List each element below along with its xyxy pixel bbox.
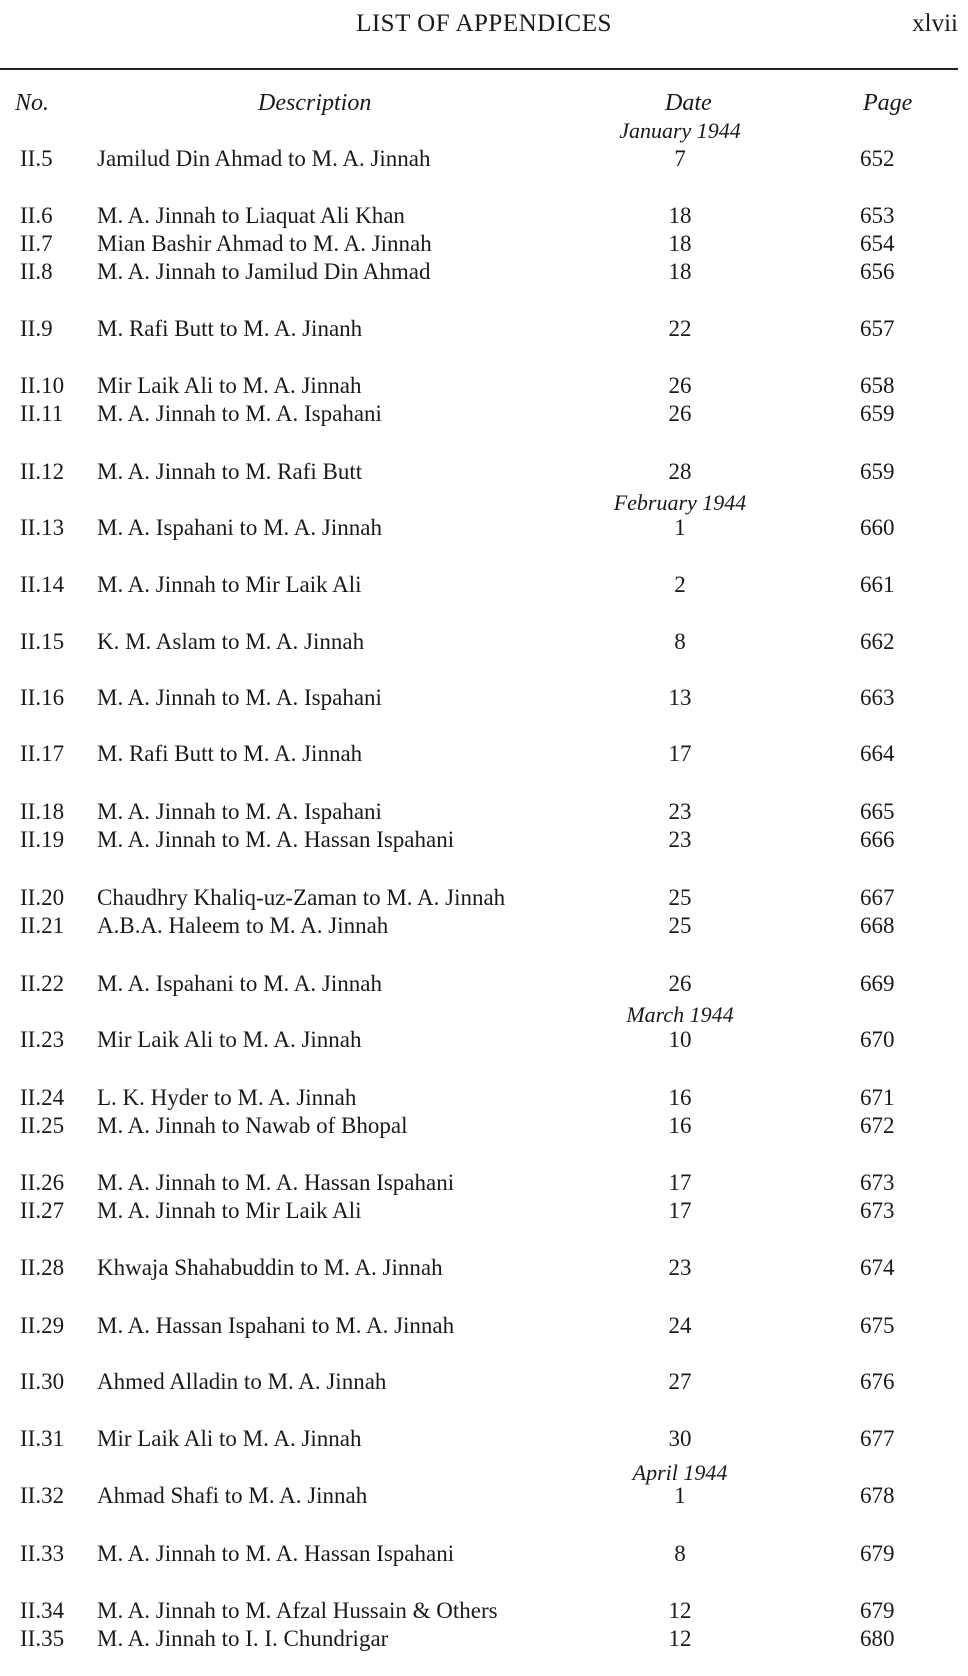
appendix-page: 670 (860, 1027, 895, 1052)
appendix-description: Jamilud Din Ahmad to M. A. Jinnah (97, 146, 431, 171)
appendix-number: II.13 (20, 515, 65, 540)
header-rule (0, 68, 958, 70)
appendix-description: M. A. Jinnah to Jamilud Din Ahmad (97, 259, 431, 284)
appendix-description: Mir Laik Ali to M. A. Jinnah (97, 1426, 362, 1451)
appendix-number: II.29 (20, 1313, 65, 1338)
appendix-date: 17 (668, 1170, 692, 1195)
appendix-number: II.15 (20, 629, 65, 654)
appendix-number: II.22 (20, 971, 65, 996)
appendix-description: Mir Laik Ali to M. A. Jinnah (97, 1027, 362, 1052)
appendix-number: II.10 (20, 373, 65, 398)
table-row (0, 515, 968, 545)
table-row (0, 885, 968, 915)
appendix-description: M. Rafi Butt to M. A. Jinanh (97, 316, 363, 341)
appendix-page: 654 (860, 231, 895, 256)
appendix-page: 664 (860, 741, 895, 766)
appendix-date: 18 (668, 259, 692, 284)
appendix-page: 672 (860, 1113, 895, 1138)
appendix-description: M. A. Jinnah to M. Afzal Hussain & Others (97, 1598, 498, 1623)
appendix-description: M. A. Ispahani to M. A. Jinnah (97, 515, 382, 540)
table-row (0, 1198, 968, 1228)
appendix-number: II.34 (20, 1598, 65, 1623)
appendix-date: 2 (674, 572, 686, 597)
month-heading: February 1944 (613, 490, 747, 515)
appendix-number: II.23 (20, 1027, 65, 1052)
appendix-page: 669 (860, 971, 895, 996)
table-row (0, 1255, 968, 1285)
appendix-page: 679 (860, 1598, 895, 1623)
appendix-number: II.7 (20, 231, 53, 256)
appendix-page: 673 (860, 1170, 895, 1195)
appendix-date: 18 (668, 231, 692, 256)
page-title: LIST OF APPENDICES (356, 10, 612, 37)
appendix-description: Ahmad Shafi to M. A. Jinnah (97, 1483, 368, 1508)
table-row (0, 572, 968, 602)
appendix-number: II.8 (20, 259, 53, 284)
appendix-description: M. Rafi Butt to M. A. Jinnah (97, 741, 363, 766)
appendix-number: II.33 (20, 1541, 65, 1566)
appendix-date: 1 (674, 515, 686, 540)
page-number: xlvii (912, 10, 958, 37)
appendix-number: II.11 (20, 401, 64, 426)
appendix-page: 673 (860, 1198, 895, 1223)
appendix-date: 13 (668, 685, 692, 710)
table-row (0, 913, 968, 943)
appendix-page: 660 (860, 515, 895, 540)
table-row (0, 316, 968, 346)
appendix-description: M. A. Hassan Ispahani to M. A. Jinnah (97, 1313, 455, 1338)
appendix-description: A.B.A. Haleem to M. A. Jinnah (97, 913, 389, 938)
appendix-date: 26 (668, 373, 692, 398)
appendix-date: 12 (668, 1626, 692, 1651)
appendix-page: 679 (860, 1541, 895, 1566)
appendix-number: II.21 (20, 913, 65, 938)
appendix-page: 659 (860, 459, 895, 484)
appendix-date: 22 (668, 316, 692, 341)
appendix-page: 675 (860, 1313, 895, 1338)
column-header-date: Date (665, 90, 712, 116)
appendix-date: 16 (668, 1085, 692, 1110)
appendix-number: II.18 (20, 799, 65, 824)
appendix-date: 26 (668, 971, 692, 996)
appendix-date: 23 (668, 799, 692, 824)
appendix-date: 17 (668, 1198, 692, 1223)
appendix-page: 668 (860, 913, 895, 938)
appendix-description: M. A. Jinnah to M. A. Hassan Ispahani (97, 1170, 455, 1195)
table-row (0, 1085, 968, 1115)
appendix-page: 653 (860, 203, 895, 228)
appendix-date: 25 (668, 885, 692, 910)
appendix-description: Mir Laik Ali to M. A. Jinnah (97, 373, 362, 398)
appendix-number: II.26 (20, 1170, 65, 1195)
appendix-number: II.9 (20, 316, 53, 341)
appendix-description: M. A. Jinnah to M. A. Ispahani (97, 799, 382, 824)
appendix-date: 12 (668, 1598, 692, 1623)
appendix-number: II.6 (20, 203, 53, 228)
column-header-no: No. (15, 90, 50, 116)
table-row (0, 685, 968, 715)
appendix-description: M. A. Jinnah to M. A. Ispahani (97, 401, 382, 426)
appendix-date: 30 (668, 1426, 692, 1451)
appendix-number: II.17 (20, 741, 65, 766)
appendix-number: II.20 (20, 885, 65, 910)
column-header-page: Page (863, 90, 913, 116)
appendix-description: M. A. Jinnah to M. A. Hassan Ispahani (97, 1541, 455, 1566)
appendix-page: 678 (860, 1483, 895, 1508)
appendix-date: 18 (668, 203, 692, 228)
appendix-page: 676 (860, 1369, 895, 1394)
appendix-page: 671 (860, 1085, 895, 1110)
appendix-date: 23 (668, 827, 692, 852)
appendix-description: M. A. Jinnah to Nawab of Bhopal (97, 1113, 408, 1138)
appendix-date: 1 (674, 1483, 686, 1508)
table-row (0, 971, 968, 1001)
appendix-number: II.28 (20, 1255, 65, 1280)
appendix-page: 663 (860, 685, 895, 710)
month-heading: March 1944 (626, 1002, 734, 1027)
appendix-description: M. A. Jinnah to M. A. Ispahani (97, 685, 382, 710)
appendix-description: M. A. Jinnah to Mir Laik Ali (97, 572, 362, 597)
appendix-page: 658 (860, 373, 895, 398)
appendix-date: 7 (674, 146, 686, 171)
table-row (0, 741, 968, 771)
appendix-date: 16 (668, 1113, 692, 1138)
appendix-description: Ahmed Alladin to M. A. Jinnah (97, 1369, 387, 1394)
appendix-date: 8 (674, 1541, 686, 1566)
appendix-number: II.25 (20, 1113, 65, 1138)
table-row (0, 259, 968, 289)
appendix-number: II.32 (20, 1483, 65, 1508)
appendix-description: Chaudhry Khaliq-uz-Zaman to M. A. Jinnah (97, 885, 506, 910)
appendix-description: M. A. Jinnah to I. I. Chundrigar (97, 1626, 389, 1651)
table-row (0, 1598, 968, 1628)
table-row (0, 146, 968, 176)
appendix-description: M. A. Jinnah to Liaquat Ali Khan (97, 203, 405, 228)
table-row (0, 1027, 968, 1057)
appendix-description: Mian Bashir Ahmad to M. A. Jinnah (97, 231, 432, 256)
table-row (0, 203, 968, 233)
month-heading: January 1944 (619, 118, 741, 143)
table-row (0, 1313, 968, 1343)
appendix-date: 17 (668, 741, 692, 766)
table-row (0, 231, 968, 261)
appendix-description: M. A. Jinnah to M. Rafi Butt (97, 459, 363, 484)
table-row (0, 1626, 968, 1656)
table-row (0, 1369, 968, 1399)
appendix-date: 8 (674, 629, 686, 654)
column-header-description: Description (258, 90, 372, 116)
appendix-page: 667 (860, 885, 895, 910)
appendix-description: Khwaja Shahabuddin to M. A. Jinnah (97, 1255, 443, 1280)
table-row (0, 1541, 968, 1571)
table-row (0, 1113, 968, 1143)
table-row (0, 459, 968, 489)
appendix-description: K. M. Aslam to M. A. Jinnah (97, 629, 365, 654)
appendix-page: 656 (860, 259, 895, 284)
appendix-page: 677 (860, 1426, 895, 1451)
table-row (0, 629, 968, 659)
appendix-page: 657 (860, 316, 895, 341)
appendix-number: II.31 (20, 1426, 65, 1451)
appendix-page: 680 (860, 1626, 895, 1651)
appendix-page: 665 (860, 799, 895, 824)
appendix-date: 28 (668, 459, 692, 484)
appendix-description: M. A. Jinnah to Mir Laik Ali (97, 1198, 362, 1223)
appendix-number: II.27 (20, 1198, 65, 1223)
appendix-date: 26 (668, 401, 692, 426)
appendix-number: II.16 (20, 685, 65, 710)
appendix-page: 662 (860, 629, 895, 654)
appendix-number: II.5 (20, 146, 53, 171)
table-row (0, 1426, 968, 1456)
appendix-date: 24 (668, 1313, 692, 1338)
appendix-description: M. A. Ispahani to M. A. Jinnah (97, 971, 382, 996)
table-row (0, 401, 968, 431)
table-row (0, 799, 968, 829)
appendix-number: II.35 (20, 1626, 65, 1651)
appendix-number: II.19 (20, 827, 65, 852)
appendix-number: II.30 (20, 1369, 65, 1394)
appendix-page: 666 (860, 827, 895, 852)
table-row (0, 1170, 968, 1200)
appendix-number: II.12 (20, 459, 65, 484)
appendix-description: M. A. Jinnah to M. A. Hassan Ispahani (97, 827, 455, 852)
appendix-date: 25 (668, 913, 692, 938)
appendix-page: 674 (860, 1255, 895, 1280)
month-heading: April 1944 (632, 1460, 728, 1485)
table-row (0, 1483, 968, 1513)
appendix-page: 652 (860, 146, 895, 171)
appendix-number: II.14 (20, 572, 65, 597)
appendix-page: 659 (860, 401, 895, 426)
appendix-date: 27 (668, 1369, 692, 1394)
appendix-description: L. K. Hyder to M. A. Jinnah (97, 1085, 357, 1110)
appendix-date: 23 (668, 1255, 692, 1280)
table-row (0, 373, 968, 403)
appendix-date: 10 (668, 1027, 692, 1052)
appendix-number: II.24 (20, 1085, 65, 1110)
appendix-page: 661 (860, 572, 895, 597)
table-row (0, 827, 968, 857)
